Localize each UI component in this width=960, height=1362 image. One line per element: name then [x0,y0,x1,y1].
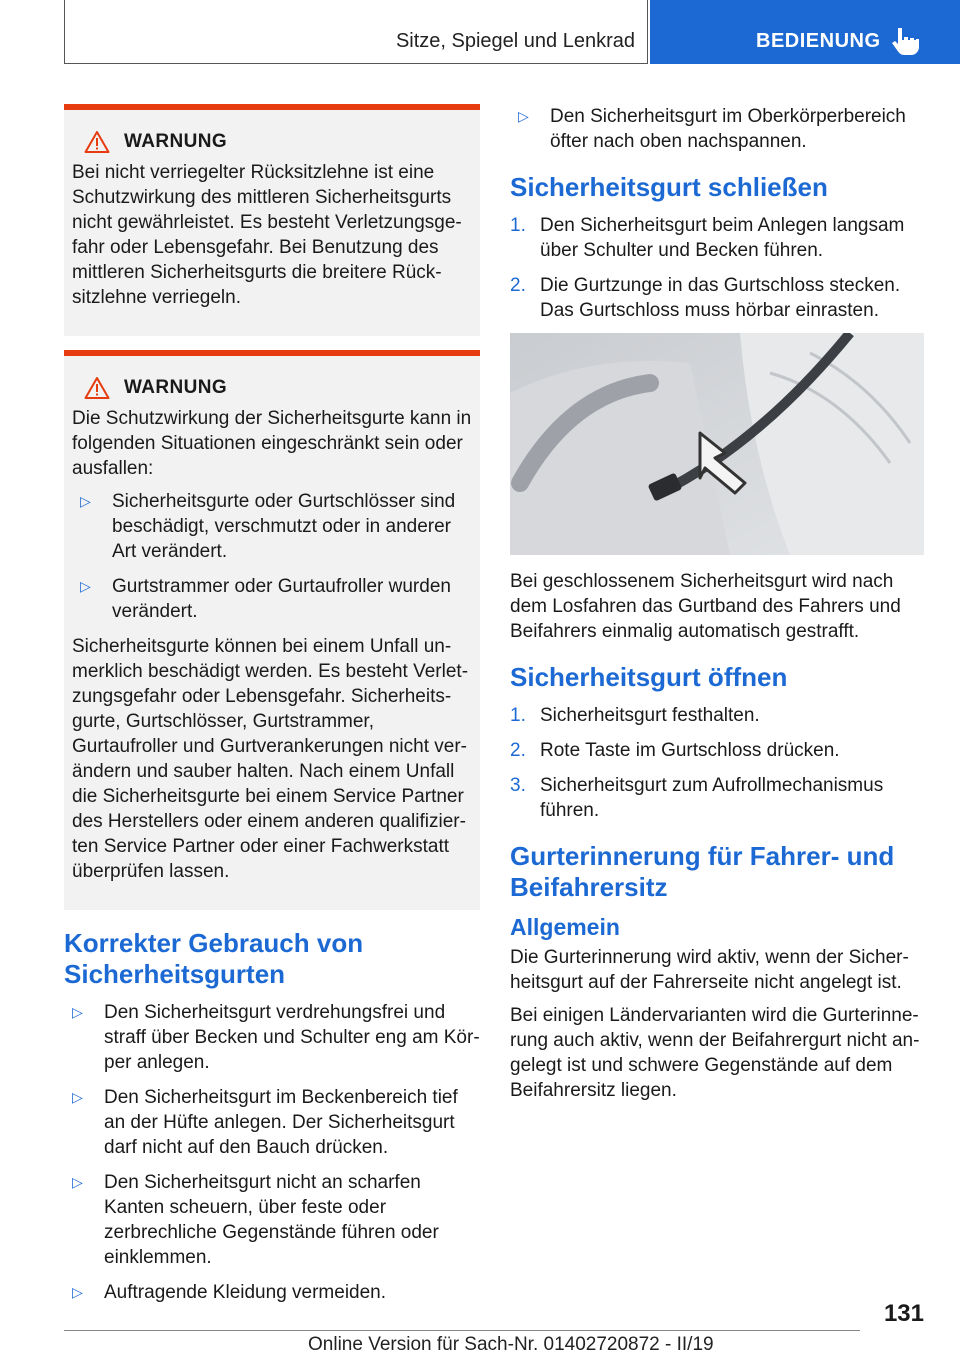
section-heading-oeffnen: Sicherheitsgurt öffnen [510,662,788,692]
list-item: 2. Die Gurtzunge in das Gurtschloss stecken. Das Gurtschloss muss hörbar einrasten. [510,275,901,321]
footer-divider [64,1330,860,1331]
list-item: ▷ Den Sicherheitsgurt verdrehungsfrei und straff über Becken und Schulter eng am Körper anlegen. [64,1000,480,1075]
warning-intro: Die Schutzwirkung der Sicherheitsgurte kann in folgenden Situationen eingeschränkt sein oder ausfallen: [72,408,472,479]
footer-online-version: Online Version für Sach-Nr. 01402720872 - II/19 [308,1334,714,1355]
list-item: ▷ Auftragende Kleidung vermeiden. [64,1280,480,1305]
warning-triangle-icon [84,130,110,154]
triangle-right-icon: ▷ [72,1089,83,1105]
section-heading-erinnerung: Gurterinnerung für Fahrer- und Beifahrersitz [510,841,895,902]
schliessen-note: Bei geschlossenem Sicherheitsgurt wird nach dem Losfahren das Gurtband des Fahrers und Beifahrers einmalig automatisch gestrafft. [510,571,901,642]
right-column [510,104,924,1111]
list-item: 1. Den Sicherheitsgurt beim Anlegen langsam über Schulter und Becken führen. [510,215,905,261]
page-number: 131 [883,1300,924,1327]
chapter-title: Sitze, Spiegel und Lenkrad [395,30,635,52]
warning-text: Sicherheitsgurte können bei einem Unfall unmerklich beschädigt werden. Es besteht Verletzungsgefahr oder Lebensgefahr. Sicherheitsgurte, Gurtschlösser, Gurtstrammer, Gurtaufroller und Gurtverankerungen nicht verändern und sauber halten. Nach einem Unfall die Sicherheitsgurte bei einem Service Partner des Herstellers oder einem anderen qualifizierten Service Partner oder einer Fachwerkstatt überprüfen lassen. [72,636,469,882]
list-item: ▷ Gurtstrammer oder Gurtaufroller wurden verändert. [72,574,472,624]
seatbelt-buckle-photo [510,333,924,555]
warning-title: WARNUNG [124,377,228,398]
warning-box-2 [64,350,480,910]
warning-text: Bei nicht verriegelter Rücksitzlehne ist eine Schutzwirkung des mittleren Sicherheitsgurts nicht gewährleistet. Es besteht Verletzungsgefahr oder Lebensgefahr. Bei Benutzung des mittleren Sicherheitsgurts die breitere Rücksitzlehne verriegeln. [72,162,462,308]
erinnerung-text-1: Die Gurterinnerung wird aktiv, wenn der Sicherheitsgurt auf der Fahrerseite nicht angelegt ist. [510,947,909,993]
list-item: 2. Rote Taste im Gurtschloss drücken. [510,740,840,761]
section-title: BEDIENUNG [756,30,881,52]
triangle-right-icon: ▷ [72,1174,83,1190]
section-heading-schliessen: Sicherheitsgurt schließen [510,172,828,202]
list-item: ▷ Den Sicherheitsgurt im Oberkörperbereich öfter nach oben nachspannen. [510,104,924,154]
warning-box-1 [64,104,480,336]
triangle-right-icon: ▷ [80,493,91,509]
list-item: ▷ Den Sicherheitsgurt im Beckenbereich tief an der Hüfte anlegen. Der Sicherheitsgurt darf nicht auf den Bauch drücken. [64,1085,480,1160]
header-title-box [64,0,648,64]
triangle-right-icon: ▷ [80,578,91,594]
hand-pointer-icon [890,26,922,56]
erinnerung-text-2: Bei einigen Ländervarianten wird die Gurterinnerung auch aktiv, wenn der Beifahrergurt nicht angelegt ist und schwere Gegenstände auf dem Beifahrersitz liegen. [510,1005,920,1101]
triangle-right-icon: ▷ [72,1004,83,1020]
warning-triangle-icon [84,376,110,400]
warning-title: WARNUNG [124,131,228,152]
section-heading-korrekt: Korrekter Gebrauch von Sicherheitsgurten [64,928,364,989]
list-item: 1. Sicherheitsgurt festhalten. [510,705,760,726]
list-item: ▷ Sicherheitsgurte oder Gurtschlösser sind beschädigt, verschmutzt oder in anderer Art verändert. [72,489,472,564]
section-tab [650,0,960,64]
list-item: ▷ Den Sicherheitsgurt nicht an scharfen Kanten scheuern, über feste oder zerbrechliche Gegenstände führen oder einklemmen. [64,1170,480,1270]
left-column [64,104,480,1315]
triangle-right-icon: ▷ [518,108,529,124]
subheading-allgemein: Allgemein [510,914,620,940]
triangle-right-icon: ▷ [72,1284,83,1300]
list-item: 3. Sicherheitsgurt zum Aufrollmechanismus führen. [510,775,884,821]
